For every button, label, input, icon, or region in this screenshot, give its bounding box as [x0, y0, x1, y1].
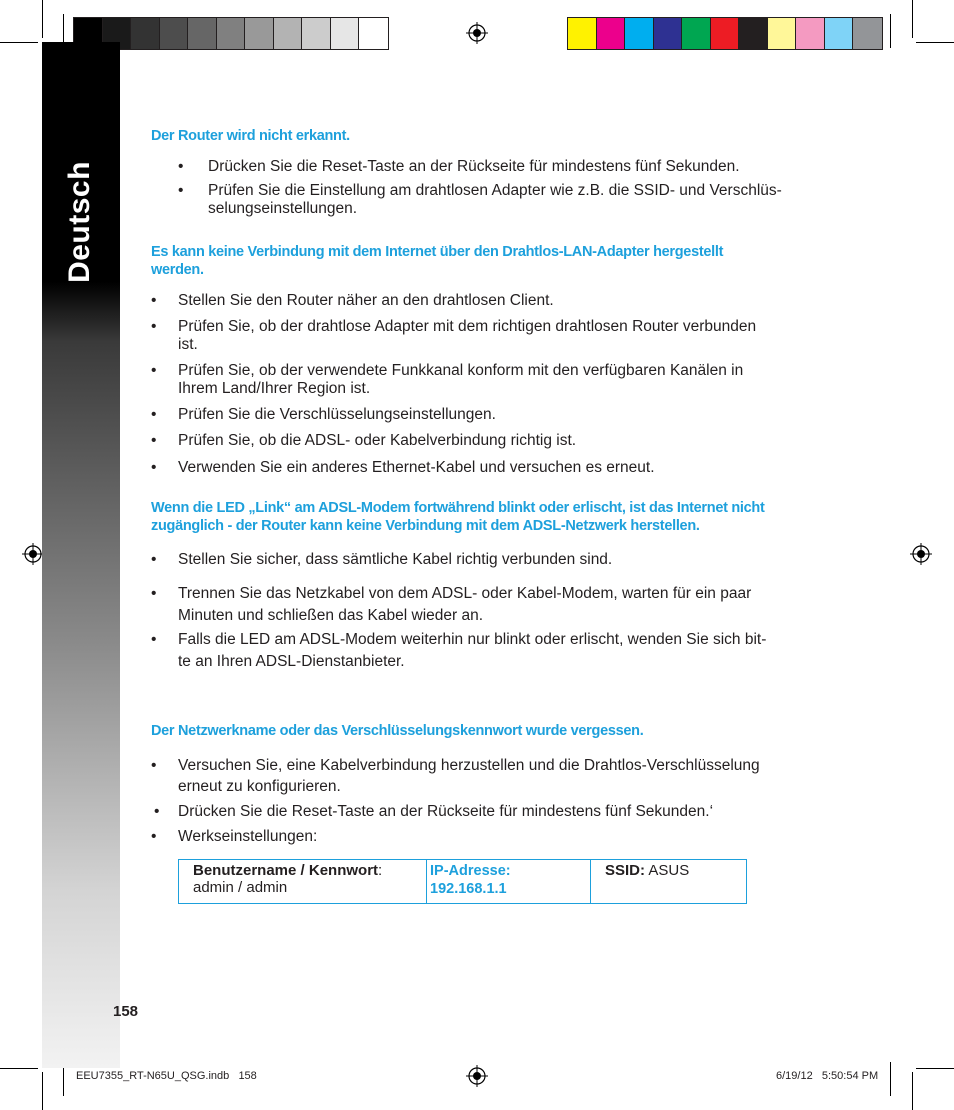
crop-mark [42, 1072, 43, 1110]
list-item-continuation: ist. [178, 336, 198, 353]
bullet: • [151, 406, 157, 423]
credentials-colon: : [378, 862, 383, 879]
crop-mark [0, 42, 38, 43]
bullet: • [178, 158, 184, 175]
crop-mark [890, 14, 891, 48]
default-settings-table [178, 859, 747, 904]
bullet: • [151, 459, 157, 476]
list-item-continuation: te an Ihren ADSL-Dienstanbieter. [178, 653, 405, 670]
list-item-continuation: Ihrem Land/Ihrer Region ist. [178, 380, 371, 397]
bullet: • [154, 803, 160, 820]
registration-mark-icon [22, 543, 44, 565]
section-heading-forgot-network-name: Der Netzwerkname oder das Verschlüsselungskennwort wurde vergessen. [151, 723, 644, 739]
bullet: • [151, 432, 157, 449]
credentials-label: Benutzername / Kennwort [193, 862, 379, 879]
color-swatch [568, 18, 597, 49]
color-swatch [654, 18, 683, 49]
bullet: • [151, 631, 157, 648]
registration-mark-icon [910, 543, 932, 565]
section-heading-no-internet-cont: werden. [151, 262, 204, 278]
color-swatch [711, 18, 740, 49]
section-heading-led-link-cont: zugänglich - der Router kann keine Verbindung mit dem ADSL-Netzwerk herstellen. [151, 518, 700, 534]
list-item: Prüfen Sie die Einstellung am drahtlosen Adapter wie z.B. die SSID- und Verschlüs- [208, 182, 782, 199]
list-item: Werkseinstellungen: [178, 828, 318, 845]
color-swatch [131, 18, 160, 49]
bullet: • [151, 828, 157, 845]
ip-label: IP-Adresse: [430, 863, 511, 879]
color-swatch [768, 18, 797, 49]
color-swatch [331, 18, 360, 49]
registration-mark-icon [466, 22, 488, 44]
color-swatch [160, 18, 189, 49]
sidebar-language-label: Deutsch [63, 161, 96, 283]
list-item: Stellen Sie sicher, dass sämtliche Kabel richtig verbunden sind. [178, 551, 613, 568]
list-item: Versuchen Sie, eine Kabelverbindung herzustellen und die Drahtlos-Verschlüsselung [178, 757, 760, 774]
list-item: Verwenden Sie ein anderes Ethernet-Kabel und versuchen es erneut. [178, 459, 655, 476]
footer-file-info: EEU7355_RT-N65U_QSG.indb 158 [76, 1070, 257, 1082]
section-heading-no-internet: Es kann keine Verbindung mit dem Internet über den Drahtlos-LAN-Adapter hergestellt [151, 244, 724, 260]
crop-mark [890, 1062, 891, 1096]
color-swatch [302, 18, 331, 49]
color-swatch [853, 18, 882, 49]
credentials-value: admin / admin [193, 879, 288, 896]
bullet: • [178, 182, 184, 199]
language-sidebar [42, 42, 120, 1068]
crop-mark [0, 1068, 38, 1069]
list-item: Drücken Sie die Reset-Taste an der Rückseite für mindestens fünf Sekunden. [208, 158, 740, 175]
list-item: Drücken Sie die Reset-Taste an der Rückseite für mindestens fünf Sekunden.‘ [178, 803, 714, 820]
ssid-value: ASUS [648, 862, 690, 879]
color-swatch [597, 18, 626, 49]
color-swatch [625, 18, 654, 49]
crop-mark [916, 42, 954, 43]
process-color-bar [567, 17, 883, 50]
list-item: Prüfen Sie, ob der drahtlose Adapter mit dem richtigen drahtlosen Router verbunden [178, 318, 757, 335]
crop-mark [912, 1072, 913, 1110]
bullet: • [151, 292, 157, 309]
color-swatch [188, 18, 217, 49]
crop-mark [912, 0, 913, 38]
list-item: Trennen Sie das Netzkabel von dem ADSL- oder Kabel-Modem, warten für ein paar [178, 585, 752, 602]
crop-mark [42, 0, 43, 38]
section-heading-router-not-detected: Der Router wird nicht erkannt. [151, 128, 350, 144]
list-item: Prüfen Sie die Verschlüsselungseinstellungen. [178, 406, 496, 423]
color-swatch [274, 18, 303, 49]
color-swatch [796, 18, 825, 49]
bullet: • [151, 585, 157, 602]
list-item: Stellen Sie den Router näher an den drahtlosen Client. [178, 292, 554, 309]
color-swatch [739, 18, 768, 49]
ssid-label: SSID: [605, 862, 646, 879]
ssid-cell [591, 860, 747, 904]
color-swatch [359, 18, 388, 49]
registration-mark-icon [466, 1065, 488, 1087]
page-number: 158 [113, 1003, 139, 1020]
bullet: • [151, 318, 157, 335]
bullet: • [151, 362, 157, 379]
color-swatch [217, 18, 246, 49]
bullet: • [151, 757, 157, 774]
color-swatch [825, 18, 854, 49]
color-swatch [682, 18, 711, 49]
grayscale-color-bar [73, 17, 389, 50]
list-item-continuation: erneut zu konfigurieren. [178, 778, 341, 795]
color-swatch [245, 18, 274, 49]
section-heading-led-link: Wenn die LED „Link“ am ADSL-Modem fortwährend blinkt oder erlischt, ist das Internet nicht [151, 500, 765, 516]
ip-cell [427, 860, 591, 904]
list-item: Falls die LED am ADSL-Modem weiterhin nur blinkt oder erlischt, wenden Sie sich bit- [178, 631, 767, 648]
list-item-continuation: selungseinstellungen. [208, 200, 358, 217]
list-item: Prüfen Sie, ob der verwendete Funkkanal konform mit den verfügbaren Kanälen in [178, 362, 744, 379]
footer-date: 6/19/12 5:50:54 PM [776, 1070, 879, 1082]
list-item-continuation: Minuten und schließen das Kabel wieder an. [178, 607, 484, 624]
list-item: Prüfen Sie, ob die ADSL- oder Kabelverbindung richtig ist. [178, 432, 577, 449]
ip-value: 192.168.1.1 [430, 881, 507, 897]
credentials-cell [179, 860, 427, 904]
bullet: • [151, 551, 157, 568]
crop-mark [916, 1068, 954, 1069]
